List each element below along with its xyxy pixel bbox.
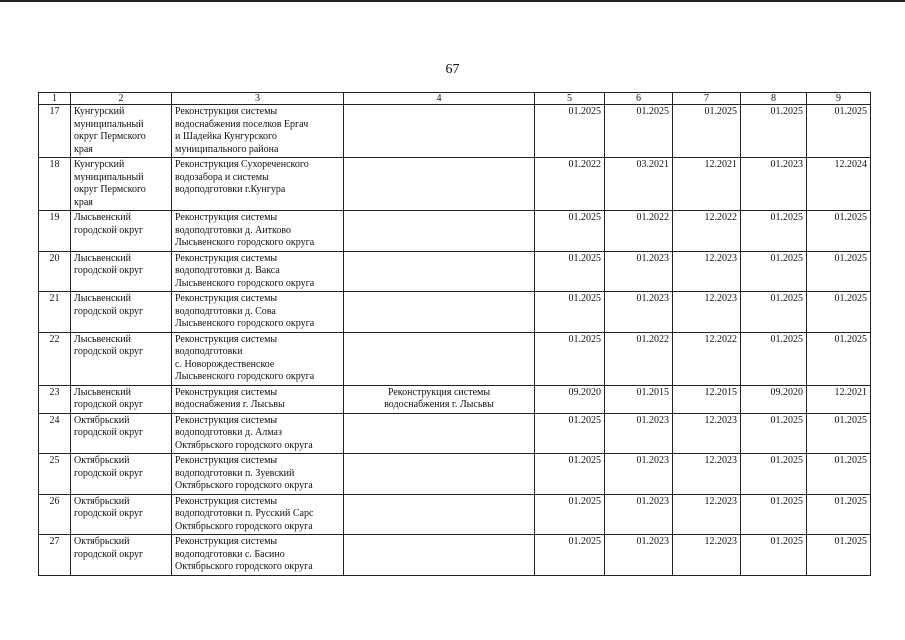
district-cell-line: городской округ bbox=[74, 399, 144, 410]
date-cell-c6: 01.2022 bbox=[605, 332, 673, 385]
column-header: 5 bbox=[535, 93, 605, 105]
project-cell bbox=[172, 385, 344, 413]
date-cell-c7: 12.2023 bbox=[673, 454, 741, 495]
column-4-cell bbox=[344, 535, 535, 576]
column-4-cell bbox=[344, 413, 535, 454]
column-4-cell-line: Реконструкция системы bbox=[387, 386, 491, 398]
table-header-row bbox=[39, 93, 871, 105]
project-cell-line: Реконструкция системы bbox=[175, 252, 278, 264]
project-cell-line: Октябрьского городского округа bbox=[175, 561, 313, 572]
project-cell-line: водоподготовки п. Зуевский bbox=[175, 467, 295, 479]
date-cell-c8: 01.2025 bbox=[741, 251, 807, 292]
row-number-cell: 19 bbox=[39, 211, 71, 252]
project-cell-line: водоподготовки д. Алмаз bbox=[175, 427, 282, 438]
date-cell-c8: 01.2025 bbox=[741, 535, 807, 576]
column-4-cell bbox=[344, 332, 535, 385]
project-cell bbox=[172, 454, 344, 495]
project-cell-line: муниципального района bbox=[175, 143, 279, 155]
date-cell-c8: 01.2025 bbox=[741, 211, 807, 252]
date-cell-c8: 01.2025 bbox=[741, 292, 807, 333]
date-cell-c7: 12.2022 bbox=[673, 211, 741, 252]
date-cell-c6: 01.2025 bbox=[605, 105, 673, 158]
date-cell-c7: 12.2021 bbox=[673, 158, 741, 211]
table-row bbox=[39, 494, 871, 535]
date-cell-c5: 01.2025 bbox=[535, 105, 605, 158]
project-cell-line: водоподготовки д. Аитково bbox=[175, 224, 292, 236]
project-cell-line: Реконструкция системы bbox=[175, 212, 278, 223]
date-cell-c5: 01.2025 bbox=[535, 494, 605, 535]
date-cell-c6: 01.2015 bbox=[605, 385, 673, 413]
district-cell-line: Кунгурский bbox=[74, 106, 125, 117]
project-cell bbox=[172, 251, 344, 292]
project-cell-line: водоподготовки г.Кунгура bbox=[175, 184, 286, 195]
column-4-cell bbox=[344, 454, 535, 495]
district-cell-line: Лысьвенский bbox=[74, 293, 131, 304]
district-cell-line: городской округ bbox=[74, 427, 144, 438]
district-cell-line: края bbox=[74, 196, 93, 208]
project-cell-line: Октябрьского городского округа bbox=[175, 480, 313, 491]
date-cell-c5: 01.2025 bbox=[535, 211, 605, 252]
row-number-cell: 24 bbox=[39, 413, 71, 454]
project-cell-line: Лысьвенского городского округа bbox=[175, 318, 315, 329]
date-cell-c7: 12.2023 bbox=[673, 413, 741, 454]
project-cell-line: Реконструкция системы bbox=[175, 414, 278, 426]
column-header: 4 bbox=[344, 93, 535, 105]
project-cell-line: Реконструкция системы bbox=[175, 455, 278, 466]
column-4-cell bbox=[344, 105, 535, 158]
project-cell bbox=[172, 211, 344, 252]
district-cell-line: городской округ bbox=[74, 508, 144, 519]
project-cell-line: и Шадейка Кунгурского bbox=[175, 131, 277, 142]
project-cell-line: водоснабжения поселков Ергач bbox=[175, 118, 309, 130]
project-cell bbox=[172, 158, 344, 211]
row-number-cell: 23 bbox=[39, 385, 71, 413]
table-row bbox=[39, 454, 871, 495]
page-number: 67 bbox=[445, 62, 460, 77]
date-cell-c5: 01.2025 bbox=[535, 535, 605, 576]
row-number-cell: 22 bbox=[39, 332, 71, 385]
project-cell-line: Октябрьского городского округа bbox=[175, 439, 313, 451]
column-4-cell bbox=[344, 211, 535, 252]
project-cell-line: Реконструкция системы bbox=[175, 386, 278, 398]
project-cell-line: водоподготовки с. Басино bbox=[175, 548, 285, 560]
date-cell-c6: 03.2021 bbox=[605, 158, 673, 211]
date-cell-c8: 09.2020 bbox=[741, 385, 807, 413]
date-cell-c6: 01.2023 bbox=[605, 292, 673, 333]
column-header: 3 bbox=[172, 93, 344, 105]
date-cell-c9: 01.2025 bbox=[807, 292, 871, 333]
date-cell-c5: 01.2025 bbox=[535, 454, 605, 495]
data-table bbox=[38, 92, 871, 576]
table-row bbox=[39, 292, 871, 333]
district-cell-line: Октябрьский bbox=[74, 455, 130, 466]
district-cell bbox=[71, 535, 172, 576]
date-cell-c7: 12.2023 bbox=[673, 251, 741, 292]
date-cell-c8: 01.2025 bbox=[741, 332, 807, 385]
column-4-cell bbox=[344, 494, 535, 535]
column-header: 1 bbox=[39, 93, 71, 105]
table-row bbox=[39, 332, 871, 385]
district-cell-line: края bbox=[74, 143, 93, 155]
project-cell-line: Реконструкция системы bbox=[175, 293, 278, 304]
date-cell-c9: 01.2025 bbox=[807, 454, 871, 495]
date-cell-c7: 12.2023 bbox=[673, 535, 741, 576]
date-cell-c6: 01.2023 bbox=[605, 413, 673, 454]
district-cell-line: Лысьвенский bbox=[74, 386, 131, 398]
date-cell-c9: 01.2025 bbox=[807, 332, 871, 385]
date-cell-c8: 01.2025 bbox=[741, 454, 807, 495]
date-cell-c5: 09.2020 bbox=[535, 385, 605, 413]
date-cell-c9: 12.2024 bbox=[807, 158, 871, 211]
project-cell-line: Лысьвенского городского округа bbox=[175, 277, 315, 289]
project-cell-line: Реконструкция системы bbox=[175, 333, 278, 345]
project-cell-line: водоподготовки д. Сова bbox=[175, 305, 276, 317]
district-cell-line: городской округ bbox=[74, 346, 144, 357]
project-cell-line: водоснабжения г. Лысьвы bbox=[175, 399, 285, 410]
project-cell-line: Реконструкция Сухореченского bbox=[175, 159, 309, 170]
column-header: 8 bbox=[741, 93, 807, 105]
column-4-cell bbox=[344, 158, 535, 211]
district-cell-line: округ Пермского bbox=[74, 131, 146, 142]
date-cell-c8: 01.2025 bbox=[741, 413, 807, 454]
date-cell-c6: 01.2023 bbox=[605, 251, 673, 292]
date-cell-c7: 12.2023 bbox=[673, 292, 741, 333]
column-header: 7 bbox=[673, 93, 741, 105]
date-cell-c6: 01.2022 bbox=[605, 211, 673, 252]
date-cell-c9: 01.2025 bbox=[807, 105, 871, 158]
table-row bbox=[39, 105, 871, 158]
district-cell-line: Октябрьский bbox=[74, 536, 130, 547]
column-header: 6 bbox=[605, 93, 673, 105]
project-cell-line: водоподготовки bbox=[175, 346, 243, 357]
project-cell-line: водозабора и системы bbox=[175, 171, 269, 183]
project-cell bbox=[172, 494, 344, 535]
district-cell bbox=[71, 105, 172, 158]
project-cell-line: Лысьвенского городского округа bbox=[175, 237, 315, 248]
table-row bbox=[39, 413, 871, 454]
table-row bbox=[39, 385, 871, 413]
date-cell-c5: 01.2025 bbox=[535, 251, 605, 292]
district-cell bbox=[71, 158, 172, 211]
project-cell bbox=[172, 292, 344, 333]
date-cell-c9: 01.2025 bbox=[807, 494, 871, 535]
table-row bbox=[39, 158, 871, 211]
project-cell-line: водоподготовки п. Русский Сарс bbox=[175, 508, 314, 519]
district-cell-line: городской округ bbox=[74, 305, 144, 317]
table-row bbox=[39, 535, 871, 576]
district-cell-line: Лысьвенский bbox=[74, 252, 131, 264]
date-cell-c8: 01.2025 bbox=[741, 105, 807, 158]
project-cell-line: водоподготовки д. Вакса bbox=[175, 265, 280, 276]
project-cell bbox=[172, 105, 344, 158]
date-cell-c9: 12.2021 bbox=[807, 385, 871, 413]
top-border-line bbox=[0, 0, 905, 2]
district-cell-line: городской округ bbox=[74, 548, 144, 560]
district-cell bbox=[71, 211, 172, 252]
row-number-cell: 20 bbox=[39, 251, 71, 292]
district-cell-line: муниципальный bbox=[74, 171, 144, 183]
date-cell-c9: 01.2025 bbox=[807, 535, 871, 576]
district-cell-line: Кунгурский bbox=[74, 159, 125, 170]
date-cell-c7: 12.2023 bbox=[673, 494, 741, 535]
project-cell-line: Реконструкция системы bbox=[175, 106, 278, 117]
district-cell-line: Лысьвенский bbox=[74, 333, 131, 345]
date-cell-c5: 01.2022 bbox=[535, 158, 605, 211]
project-cell bbox=[172, 535, 344, 576]
district-cell-line: городской округ bbox=[74, 224, 144, 236]
project-cell-line: Реконструкция системы bbox=[175, 495, 278, 507]
project-cell-line: Октябрьского городского округа bbox=[175, 520, 313, 532]
date-cell-c9: 01.2025 bbox=[807, 211, 871, 252]
date-cell-c5: 01.2025 bbox=[535, 292, 605, 333]
district-cell-line: Октябрьский bbox=[74, 495, 130, 507]
date-cell-c6: 01.2023 bbox=[605, 535, 673, 576]
district-cell bbox=[71, 454, 172, 495]
district-cell-line: округ Пермского bbox=[74, 184, 146, 195]
column-header: 2 bbox=[71, 93, 172, 105]
row-number-cell: 27 bbox=[39, 535, 71, 576]
column-header: 9 bbox=[807, 93, 871, 105]
district-cell-line: городской округ bbox=[74, 467, 144, 479]
district-cell-line: Октябрьский bbox=[74, 414, 130, 426]
row-number-cell: 21 bbox=[39, 292, 71, 333]
row-number-cell: 25 bbox=[39, 454, 71, 495]
date-cell-c6: 01.2023 bbox=[605, 454, 673, 495]
district-cell bbox=[71, 385, 172, 413]
district-cell bbox=[71, 413, 172, 454]
date-cell-c5: 01.2025 bbox=[535, 413, 605, 454]
project-cell-line: с. Новорождественское bbox=[175, 358, 275, 370]
table-row bbox=[39, 251, 871, 292]
date-cell-c7: 01.2025 bbox=[673, 105, 741, 158]
district-cell bbox=[71, 494, 172, 535]
column-4-cell bbox=[344, 251, 535, 292]
date-cell-c7: 12.2022 bbox=[673, 332, 741, 385]
district-cell-line: городской округ bbox=[74, 265, 144, 276]
project-cell bbox=[172, 332, 344, 385]
project-cell bbox=[172, 413, 344, 454]
row-number-cell: 17 bbox=[39, 105, 71, 158]
district-cell-line: муниципальный bbox=[74, 118, 144, 130]
date-cell-c6: 01.2023 bbox=[605, 494, 673, 535]
row-number-cell: 26 bbox=[39, 494, 71, 535]
column-4-cell-line: водоснабжения г. Лысьвы bbox=[384, 399, 494, 410]
date-cell-c5: 01.2025 bbox=[535, 332, 605, 385]
date-cell-c8: 01.2023 bbox=[741, 158, 807, 211]
district-cell bbox=[71, 332, 172, 385]
district-cell bbox=[71, 251, 172, 292]
date-cell-c7: 12.2015 bbox=[673, 385, 741, 413]
row-number-cell: 18 bbox=[39, 158, 71, 211]
column-4-cell bbox=[344, 292, 535, 333]
date-cell-c9: 01.2025 bbox=[807, 251, 871, 292]
project-cell-line: Реконструкция системы bbox=[175, 536, 278, 547]
project-cell-line: Лысьвенского городского округа bbox=[175, 371, 315, 382]
table-row bbox=[39, 211, 871, 252]
district-cell bbox=[71, 292, 172, 333]
column-4-cell bbox=[344, 385, 535, 413]
district-cell-line: Лысьвенский bbox=[74, 212, 131, 223]
date-cell-c9: 01.2025 bbox=[807, 413, 871, 454]
date-cell-c8: 01.2025 bbox=[741, 494, 807, 535]
